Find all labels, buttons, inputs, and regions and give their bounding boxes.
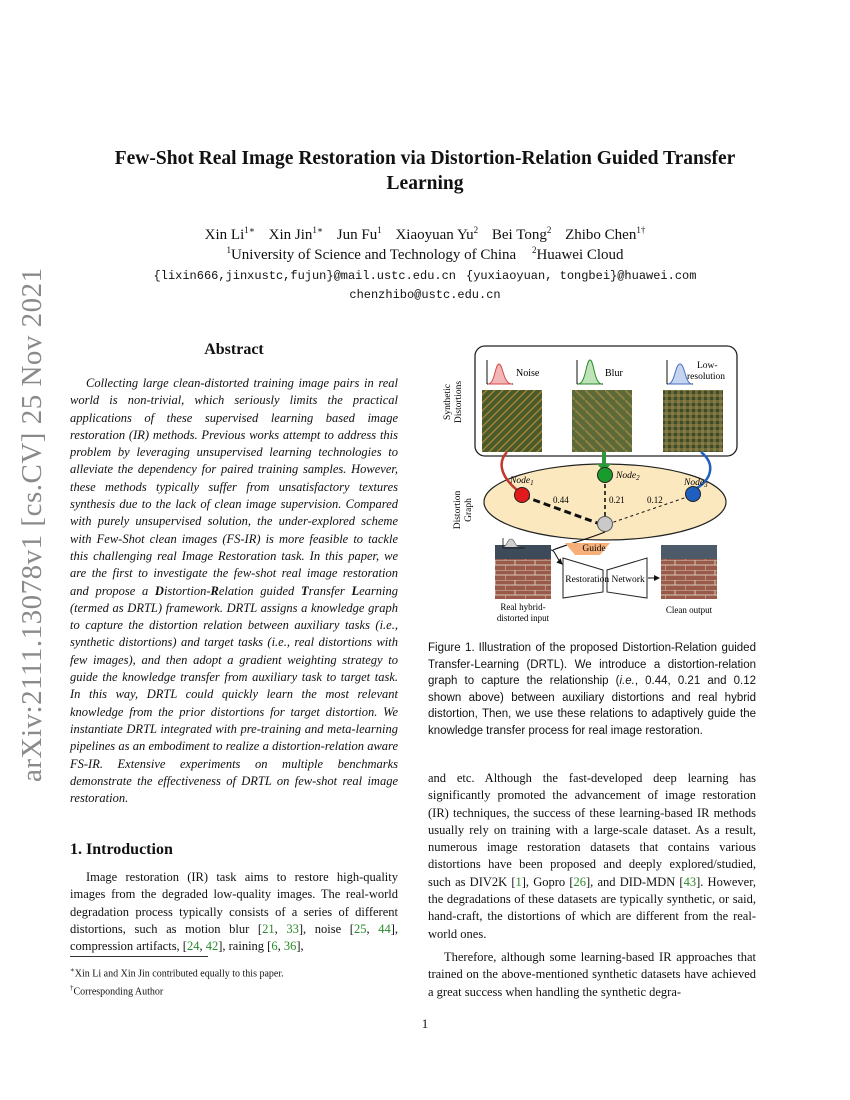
citation-link[interactable]: 21	[262, 921, 275, 936]
abstract-text: Collecting large clean-distorted training image pairs in real world is non-trivial, which seriously limits the practical applications of these supervised learning based image restoration (IR) methods. Previous works attempt to address this problem by leveraging unsupervised learning technologies to alleviate the dependency for paired training samples. However, these methods typically suffer from unsatisfactory textures synthesis due to the lack of clean image supervision. Compared with purely unsupervised solution, the under-explored scheme with Few-Shot clean images (FS-IR) is more feasible to tackle this challenging real Image Restoration task. In this paper, we are the first to investigate the few-shot real image restoration and propose a Distortion-Relation guided Transfer Learning (termed as DRTL) framework. DRTL assigns a knowledge graph to capture the distortion relation between auxiliary tasks (i.e., synthetic distortions) and target tasks (i.e., real distortions with few images), and then adopt a gradient weighting strategy to guide the knowledge transfer from auxiliary task to target task. In this way, DRTL could quickly learn the most relevant knowledge from the prior distortions for target distortion. We instantiate DRTL integrated with pre-training and meta-learning pipelines as an embodiment to realize a distortion-relation aware FS-IR. Extensive experiments on multiple benchmarks demonstrate the effectiveness of DRTL on few-shot real image restoration.	[70, 376, 398, 806]
affiliation: $^1$University of Science and Technology of China	[226, 245, 517, 263]
label-distortion-graph: DistortionGraph	[453, 490, 474, 530]
email-huawei: {yuxiaoyuan, tongbei}@huawei.com	[466, 269, 697, 283]
citation-link[interactable]: 1	[515, 874, 522, 889]
node-2	[598, 468, 613, 483]
footnote-corresponding: †Corresponding Author	[70, 984, 164, 998]
author-emails	[75, 267, 775, 305]
author: Jun Fu$^1$	[336, 225, 382, 243]
figure-1-diagram	[425, 340, 745, 630]
paper-title: Few-Shot Real Image Restoration via Distortion-Relation Guided Transfer Learning	[114, 148, 736, 194]
footnote-divider	[70, 956, 208, 957]
node-1	[515, 488, 530, 503]
label-synthetic: SyntheticDistortions	[443, 380, 464, 424]
author: Xin Jin$^{1∗}$	[268, 225, 324, 243]
citation-link[interactable]: 26	[573, 874, 587, 889]
label-low-resolution: Low-resolution	[687, 361, 725, 382]
blur-sample-image	[572, 390, 632, 452]
author: Zhibo Chen$^{1\dagger}$	[565, 225, 646, 243]
citation-link[interactable]: 25	[353, 921, 367, 936]
lowres-sample-image	[663, 390, 723, 452]
citation-link[interactable]: 36	[283, 939, 297, 954]
label-clean-output: Clean output	[665, 605, 713, 615]
footnotes	[70, 963, 398, 1000]
author: Xin $Li^{1∗}$	[204, 225, 255, 243]
author: Xiaoyuan Yu$^2$	[395, 225, 479, 243]
real-input-image	[495, 538, 551, 599]
author: Bei Tong$^2$	[491, 225, 552, 243]
introduction-text: Image restoration (IR) task aims to restore high-quality images from the degraded low-quality images. The real-world degradation process typically consists of a series of different distortions, such as motion blur [21, 33], noise [25, 44], compression artifacts, [24, 42], raining [6, 36],	[70, 870, 399, 954]
email-chen: chenzhibo@ustc.edu.cn	[349, 288, 501, 302]
email-ustc: {lixin666,jinxustc,fujun}@mail.ustc.edu.cn	[153, 269, 456, 283]
figure-1-caption: Figure 1. Illustration of the proposed Distortion-Relation guided Transfer-Learning (DRTL). We introduce a distortion-relation graph to capture the relationship (i.e., 0.44, 0.21 and 0.12 shown above) between auxiliary distortions and real hybrid distortion, Then, we use these relations to adaptively guide the knowledge transfer process for real image restoration.	[428, 642, 756, 737]
abstract-heading: Abstract	[204, 341, 264, 358]
citation-link[interactable]: 24	[186, 939, 200, 954]
label-real-input: Real hybrid-distorted input	[496, 602, 550, 623]
citation-link[interactable]: 33	[286, 921, 299, 936]
citation-link[interactable]: 6	[271, 939, 278, 954]
node-3	[686, 487, 701, 502]
author-list	[75, 225, 775, 244]
label-blur: Blur	[605, 368, 623, 379]
edge-weight-3: 0.12	[647, 495, 663, 505]
label-node-1: Node$_1$	[510, 476, 534, 487]
edge-weight-1: 0.44	[553, 495, 569, 505]
affiliations	[75, 245, 775, 264]
citation-link[interactable]: 42	[205, 939, 219, 954]
label-node-2: Node$_2$	[616, 471, 640, 482]
edge-weight-2: 0.21	[609, 495, 625, 505]
paragraph: Therefore, although some learning-based IR approaches that trained on the above-mentioned synthetic datasets have achieved a great success when handling the synthetic degra-	[428, 949, 756, 999]
label-guide: Guide	[582, 544, 606, 554]
label-node-3: Node$_3$	[684, 478, 708, 489]
citation-link[interactable]: 43	[683, 874, 697, 889]
section-heading-introduction: 1. Introduction	[70, 841, 173, 858]
label-restoration-network: Restoration Network	[565, 575, 645, 585]
arxiv-identifier: arXiv:2111.13078v1 [cs.CV] 25 Nov 2021	[16, 267, 48, 782]
target-node	[598, 517, 613, 532]
label-noise: Noise	[516, 368, 540, 379]
footnote-equal-contribution: ∗Xin Li and Xin Jin contributed equally to this paper.	[70, 966, 284, 980]
noise-sample-image	[482, 390, 542, 452]
right-column-text	[428, 770, 756, 1007]
citation-link[interactable]: 44	[378, 921, 391, 936]
paragraph: and etc. Although the fast-developed deep learning has significantly promoted the advancement of image restoration (IR) techniques, the success of these learning-based IR methods usually rely on training with a large-scale dataset. As a result, numerous image restoration datasets that contains various distortions have been proposed and deeply explored/studied, such as DIV2K [1], Gopro [26], and DID-MDN [43]. However, the degradations of these datasets are typically synthetic, or said, hand-craft, the distortions of which are different from the real-world ones.	[428, 771, 756, 941]
page-number: 1	[421, 1016, 429, 1031]
affiliation: $^2$Huawei Cloud	[531, 245, 624, 263]
